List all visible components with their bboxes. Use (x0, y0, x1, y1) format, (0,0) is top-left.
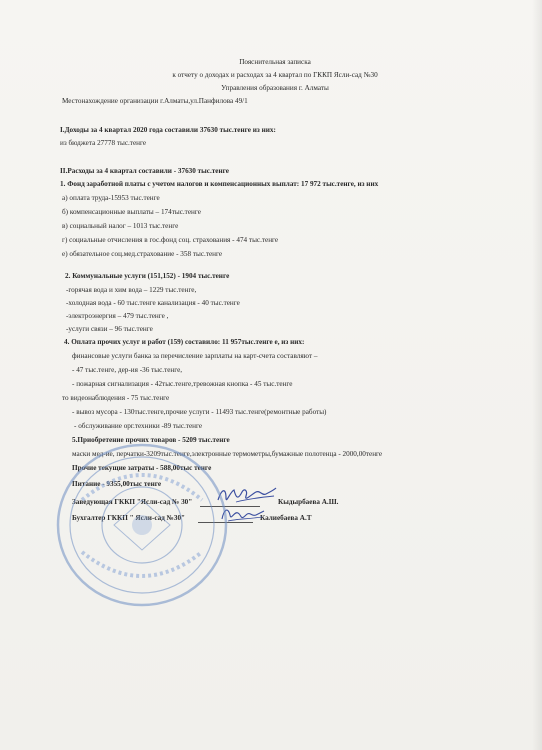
document-title: Пояснительная записка (239, 58, 311, 66)
salary-heading: 1. Фонд заработной платы с учетом налогов и компенсационных выплат: 17 972 тыс.тенге, из них (60, 180, 379, 188)
utilities-item: -горячая вода и хим вода – 1229 тыс.тенге, (66, 286, 197, 294)
utilities-item: -холодная вода - 60 тыс.тенге канализация - 40 тыс.тенге (66, 299, 240, 307)
organization-location: Местонахождение организации г.Алматы,ул.Панфилова 49/1 (62, 97, 248, 105)
goods-heading: 5.Приобретение прочих товаров - 5209 тыс.тенге (72, 436, 230, 444)
utilities-item: -услуги связи – 96 тыс.тенге (66, 325, 153, 333)
income-budget-line: из бюджета 27778 тыс.тенге (60, 139, 147, 147)
services-heading: 4. Оплата прочих услуг и работ (159) составило: 11 957тыс.тенге е, из них: (64, 338, 305, 346)
official-stamp-image (52, 440, 232, 610)
accountant-name: Калиебаева А.Т (260, 514, 312, 522)
income-heading: I.Доходы за 4 квартал 2020 года составили 37630 тыс.тенге из них: (60, 126, 276, 134)
services-item: то видеонаблюдения - 75 тыс.тенге (62, 394, 170, 402)
services-item: - пожарная сигнализация - 42тыс.тенге,тревожная кнопка - 45 тыс.тенге (72, 380, 293, 388)
services-item: - вывоз мусора - 130тыс.тенге,прочие услуги - 11493 тыс.тенге(ремонтные работы) (72, 408, 327, 416)
services-item: финансовые услуги банка за перечисление зарплаты на карт-счета составляют – (72, 352, 318, 360)
salary-item: г) социальные отчисления в гос.фонд соц. страхования - 474 тыс.тенге (62, 236, 279, 244)
page-edge-shadow (532, 0, 542, 750)
goods-line: маски мед-ие, перчатки-3209тыс.тенге,электронные термометры,бумажные полотенца - 2000,00тенге (72, 450, 383, 458)
services-item: - 47 тыс.тенге, дер-ия -36 тыс.тенге, (72, 366, 183, 374)
salary-item: в) социальный налог – 1013 тыс.тенге (62, 222, 179, 230)
current-costs-line: Прочие текущие затраты - 588,00тыс тенге (72, 464, 212, 472)
document-subtitle: к отчету о доходах и расходах за 4 квартал по ГККП Ясли-сад №30 (172, 71, 378, 79)
expenses-heading: II.Расходы за 4 квартал составили - 37630 тыс.тенге (60, 167, 230, 175)
food-line: Питание - 9355,00тыс тенге (72, 480, 162, 488)
utilities-heading: 2. Коммунальные услуги (151,152) - 1904 тыс.тенге (65, 272, 230, 280)
salary-item: б) компенсационные выплаты – 174тыс.тенге (62, 208, 201, 216)
utilities-item: -электроэнергия – 479 тыс.тенге , (66, 312, 169, 320)
head-name: Кыдырбаева А.Ш. (278, 498, 339, 506)
salary-item: е) обязательное соц.мед.страхование - 358 тыс.тенге (62, 250, 223, 258)
head-role: Заведующая ГККП "Ясли-сад № 30" (72, 498, 193, 506)
document-department: Управления образования г. Алматы (221, 84, 329, 92)
accountant-role: Бухгалтер ГККП " Ясли-сад №30" (72, 514, 186, 522)
salary-item: а) оплата труда-15953 тыс.тенге (62, 194, 160, 202)
services-item: - обслуживание орг.техники -89 тыс.тенге (74, 422, 203, 430)
